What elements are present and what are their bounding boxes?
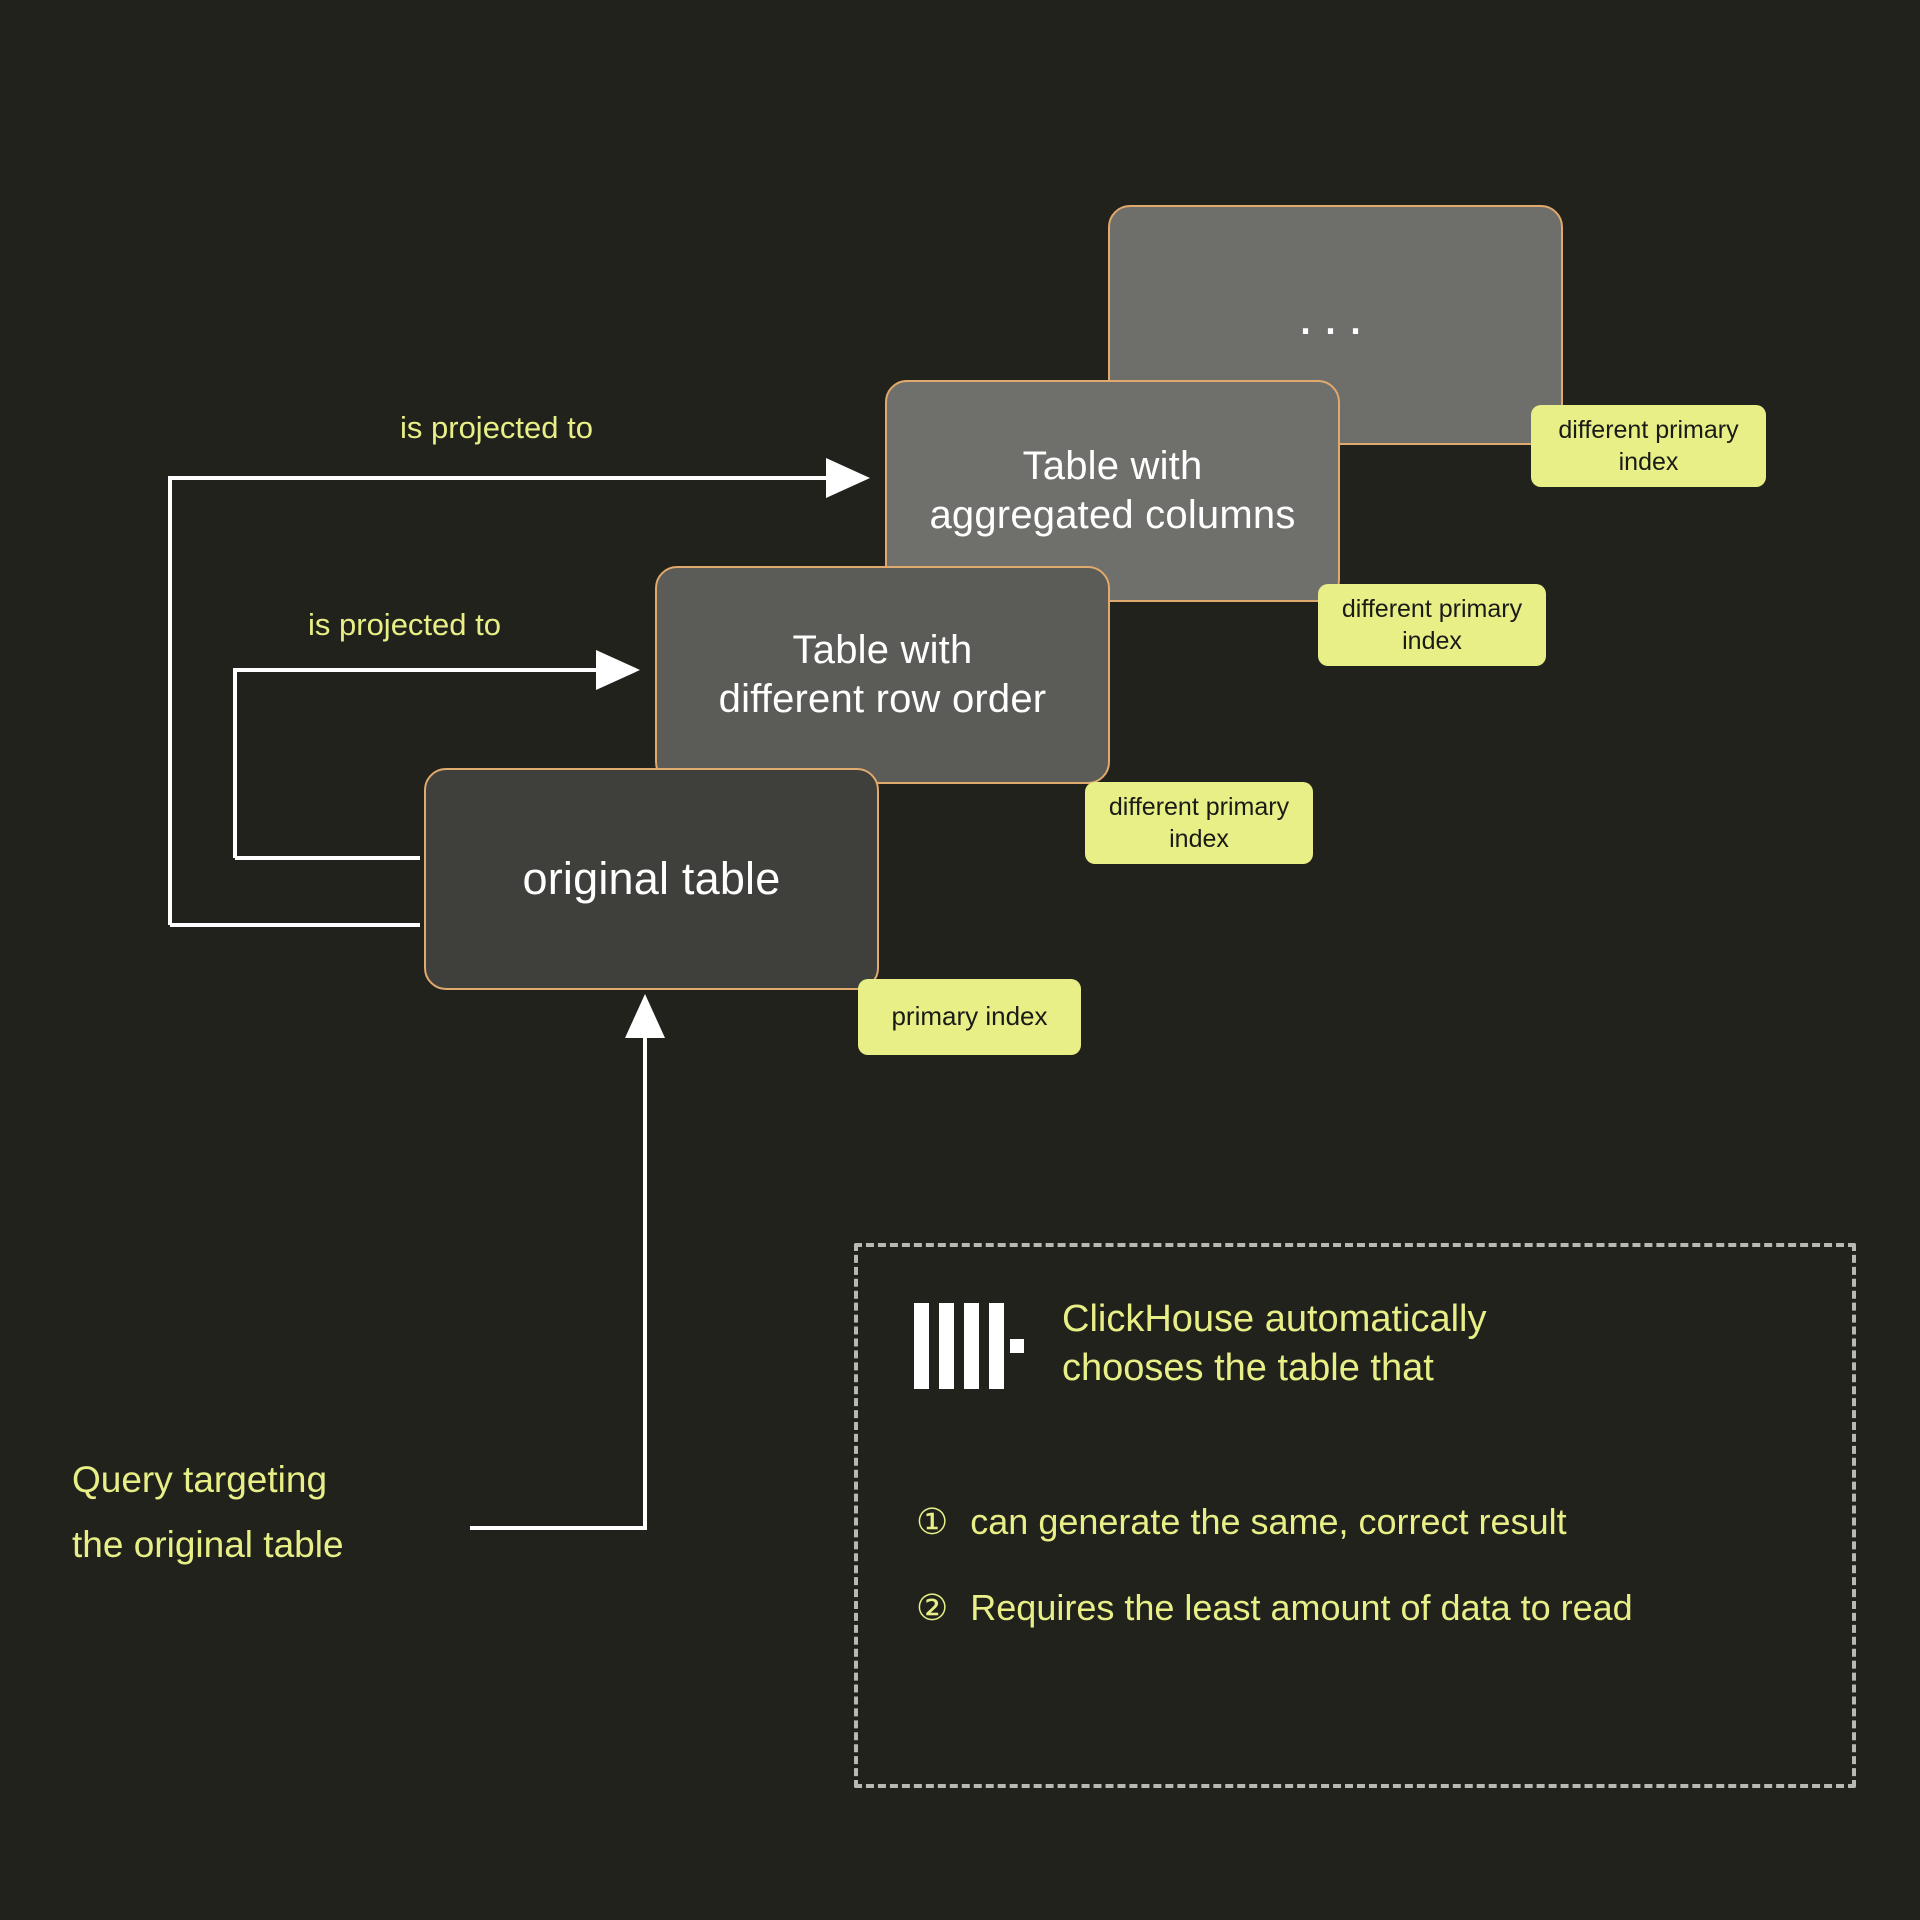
callout-bullet-1-marker: ① xyxy=(916,1501,949,1542)
clickhouse-logo-icon xyxy=(914,1303,1024,1394)
table-card-different-row-order[interactable] xyxy=(655,566,1110,784)
ellipsis-label: ... xyxy=(1297,285,1373,346)
callout-bullet-2-text: Requires the least amount of data to read xyxy=(970,1587,1633,1628)
callout-bullet-1 xyxy=(916,1499,1816,1545)
note-row-text: different primary index xyxy=(1108,793,1290,853)
card-agg-line2: aggregated columns xyxy=(929,493,1296,537)
card-original-label: original table xyxy=(522,852,781,904)
query-label-line1: Query targeting xyxy=(72,1459,328,1500)
callout-box xyxy=(854,1243,1856,1788)
card-row-line2: different row order xyxy=(718,677,1047,721)
note-different-primary-index-aggregated xyxy=(1318,584,1546,666)
callout-headline xyxy=(914,1295,1487,1394)
callout-bullet-1-text: can generate the same, correct result xyxy=(970,1501,1567,1542)
edge-label-projected-to-row-order: is projected to xyxy=(308,607,501,642)
edge-label-projected-to-aggregated: is projected to xyxy=(400,410,593,445)
note-orig-text: primary index xyxy=(891,1001,1048,1032)
query-label-line2: the original table xyxy=(72,1523,344,1565)
note-agg-text: different primary index xyxy=(1341,595,1523,655)
note-top-text: different primary index xyxy=(1558,416,1739,476)
query-label xyxy=(72,1448,492,1578)
note-different-primary-index-top xyxy=(1531,405,1766,487)
card-agg-line1: Table with xyxy=(1022,444,1203,489)
callout-bullet-2-marker: ② xyxy=(916,1587,949,1628)
card-row-line1: Table with xyxy=(792,628,973,673)
callout-bullet-2 xyxy=(916,1585,1796,1631)
table-card-original[interactable] xyxy=(424,768,879,990)
note-primary-index-original xyxy=(858,979,1081,1055)
callout-headline-text: ClickHouse automatically chooses the table that xyxy=(1062,1298,1487,1390)
note-different-primary-index-row-order xyxy=(1085,782,1313,864)
